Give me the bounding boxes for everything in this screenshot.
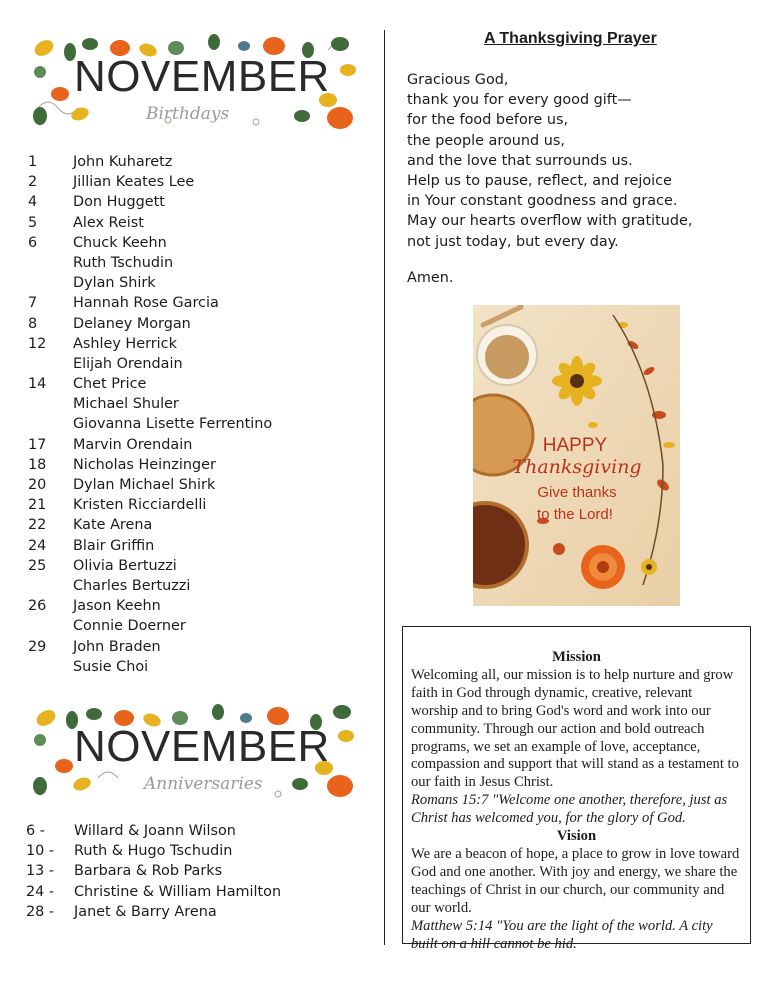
birthday-row <box>26 172 366 192</box>
card-line3-text: Give thanks <box>537 484 617 501</box>
birthday-day: 14 <box>28 376 47 393</box>
birthday-row <box>26 576 366 596</box>
prayer-line: the people around us, <box>407 132 565 149</box>
anniversary-names: Willard & Joann Wilson <box>74 823 236 839</box>
birthday-day: 22 <box>28 517 47 534</box>
anniversaries-month-title: NOVEMBER <box>74 722 330 771</box>
prayer-line: not just today, but every day. <box>407 233 619 250</box>
birthday-row <box>26 394 366 414</box>
anniversary-row <box>26 882 366 902</box>
card-line1-text: HAPPY <box>542 435 608 456</box>
column-divider <box>384 30 385 945</box>
anniversary-row <box>26 902 366 922</box>
mission-heading: Mission <box>552 649 601 665</box>
birthday-name: Chuck Keehn <box>73 234 167 251</box>
birthday-row <box>26 314 366 334</box>
mission-vision-box <box>402 626 751 952</box>
birthday-day <box>26 576 73 596</box>
prayer-closing: Amen. <box>407 270 454 286</box>
birthday-name: Chet Price <box>73 376 147 393</box>
birthday-list <box>26 152 366 677</box>
card-line2-text: Thanksgiving <box>512 456 642 478</box>
birthday-day: 29 <box>28 638 47 655</box>
birthday-name: Ruth Tschudin <box>73 254 174 271</box>
birthday-day <box>26 354 73 374</box>
birthday-name: Susie Choi <box>73 658 149 675</box>
anniversary-day: 6 - <box>26 823 45 839</box>
birthday-day: 2 <box>28 174 38 191</box>
anniversary-row <box>26 821 366 841</box>
vision-heading: Vision <box>556 828 597 845</box>
birthday-name: Blair Griffin <box>73 537 155 554</box>
birthday-row <box>26 616 366 636</box>
birthday-row <box>26 293 366 313</box>
mission-text: Welcoming all, our mission is to help nurture and grow faith in God through dynamic, creative, relevant worship and to bring God's word and work into our community. Through our action and bold outreach programs, we set an example of love, acceptance, compassion and support that will stand as a testament to our faith in Jesus Christ. <box>411 666 739 791</box>
birthday-row <box>26 152 366 172</box>
anniversary-day: 10 - <box>26 843 55 860</box>
birthday-day: 25 <box>28 557 47 574</box>
birthday-day: 17 <box>28 436 47 453</box>
birthday-day: 7 <box>28 295 38 312</box>
birthday-row <box>26 637 366 657</box>
prayer-line: Gracious God, <box>407 72 509 88</box>
prayer-line: and the love that surrounds us. <box>407 152 633 169</box>
birthday-row <box>26 334 366 354</box>
anniversary-names: Janet & Barry Arena <box>74 903 217 920</box>
birthday-name: Don Huggett <box>73 194 165 211</box>
mission-verse: Romans 15:7 "Welcome one another, therefore, just as Christ has welcomed you, for the glory of God. <box>411 792 728 827</box>
birthday-row <box>26 233 366 253</box>
birthday-row <box>26 596 366 616</box>
birthday-row <box>26 556 366 576</box>
birthday-row <box>26 495 366 515</box>
birthday-name: John Kuharetz <box>73 154 173 170</box>
birthday-row <box>26 273 366 293</box>
birthday-name: Kate Arena <box>73 517 153 534</box>
birthday-day: 6 <box>28 234 38 251</box>
anniversary-day: 13 - <box>26 863 55 880</box>
birthday-day: 12 <box>28 335 47 352</box>
birthdays-header <box>28 30 358 140</box>
birthday-name: Ashley Herrick <box>73 335 177 352</box>
birthday-row <box>26 475 366 495</box>
prayer-line: in Your constant goodness and grace. <box>407 193 678 210</box>
anniversaries-header <box>28 700 358 810</box>
birthday-name: John Braden <box>73 638 161 655</box>
birthday-day: 4 <box>28 194 38 211</box>
anniversary-list <box>26 821 366 922</box>
birthday-day <box>26 616 73 636</box>
birthday-day: 5 <box>28 214 38 231</box>
anniversary-names: Christine & William Hamilton <box>74 883 282 900</box>
birthday-name: Giovanna Lisette Ferrentino <box>73 416 273 433</box>
birthday-name: Michael Shuler <box>73 396 179 413</box>
birthday-row <box>26 536 366 556</box>
birthday-row <box>26 515 366 535</box>
birthday-day: 20 <box>28 477 47 493</box>
birthday-day: 21 <box>28 497 47 514</box>
birthday-row <box>26 374 366 394</box>
birthdays-subtitle: Birthdays <box>146 104 230 124</box>
prayer-text <box>407 70 692 252</box>
prayer-line: Help us to pause, reflect, and rejoice <box>407 173 672 190</box>
birthday-row <box>26 192 366 212</box>
prayer-title: A Thanksgiving Prayer <box>484 30 657 47</box>
birthday-row <box>26 213 366 233</box>
birthdays-month-title: NOVEMBER <box>74 52 330 101</box>
birthday-name: Nicholas Heinzinger <box>73 456 216 473</box>
birthday-day: 18 <box>28 456 47 473</box>
prayer-line: thank you for every good gift— <box>407 92 632 109</box>
birthday-name: Olivia Bertuzzi <box>73 557 177 574</box>
birthday-name: Dylan Michael Shirk <box>73 477 216 493</box>
birthday-name: Elijah Orendain <box>73 355 183 372</box>
birthday-name: Jason Keehn <box>73 598 161 615</box>
vision-verse: Matthew 5:14 "You are the light of the world. A city built on a hill cannot be hid. <box>411 917 713 952</box>
thanksgiving-card-image <box>473 305 680 606</box>
birthday-row <box>26 657 366 677</box>
prayer-line: for the food before us, <box>407 112 569 129</box>
anniversaries-subtitle: Anniversaries <box>144 774 263 794</box>
birthday-day <box>26 253 73 273</box>
birthday-day <box>26 657 73 677</box>
birthday-row <box>26 253 366 273</box>
birthday-day: 8 <box>28 315 38 332</box>
birthday-row <box>26 455 366 475</box>
anniversary-row <box>26 841 366 861</box>
birthday-name: Dylan Shirk <box>73 275 156 292</box>
vision-text: We are a beacon of hope, a place to grow in love toward God and one another. With joy and energy, we share the teachings of Christ in our church, our community and our world. <box>411 845 740 916</box>
birthday-name: Marvin Orendain <box>73 436 193 453</box>
birthday-name: Jillian Keates Lee <box>73 174 195 191</box>
anniversary-row <box>26 861 366 881</box>
birthday-name: Alex Reist <box>73 214 144 231</box>
birthday-name: Delaney Morgan <box>73 315 191 332</box>
birthday-name: Charles Bertuzzi <box>73 577 191 594</box>
anniversary-day: 28 - <box>26 903 55 920</box>
birthday-name: Connie Doerner <box>73 618 186 635</box>
anniversary-names: Ruth & Hugo Tschudin <box>74 843 233 860</box>
birthday-day: 26 <box>28 598 47 615</box>
birthday-row <box>26 435 366 455</box>
birthday-day <box>26 394 73 414</box>
birthday-row <box>26 354 366 374</box>
birthday-name: Hannah Rose Garcia <box>73 295 219 312</box>
birthday-name: Kristen Ricciardelli <box>73 497 207 514</box>
birthday-day: 24 <box>28 537 47 554</box>
card-line4-text: to the Lord! <box>537 506 613 523</box>
anniversary-day: 24 - <box>26 883 55 900</box>
anniversary-names: Barbara & Rob Parks <box>74 863 223 880</box>
birthday-day <box>26 414 73 434</box>
birthday-day <box>26 273 73 293</box>
birthday-row <box>26 414 366 434</box>
birthday-day: 1 <box>28 154 38 170</box>
prayer-line: May our hearts overflow with gratitude, <box>407 213 693 230</box>
